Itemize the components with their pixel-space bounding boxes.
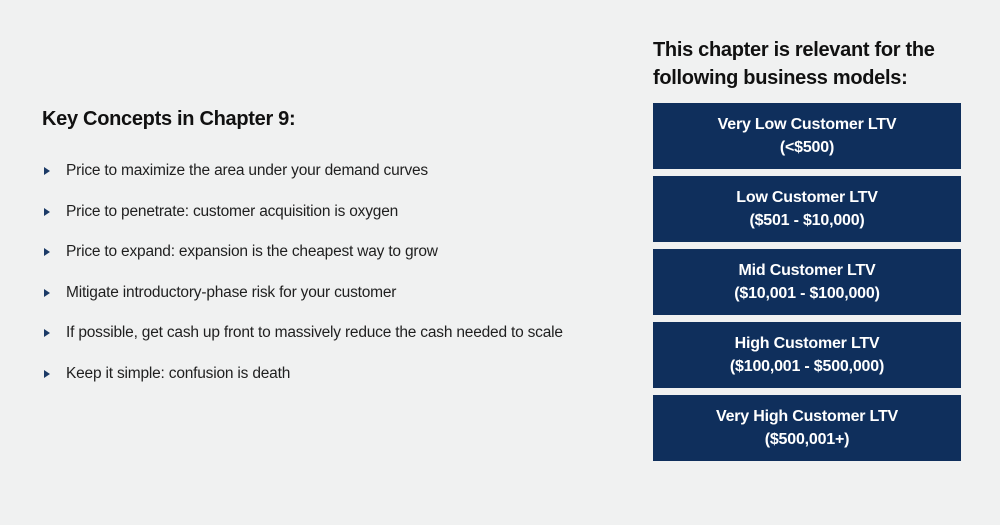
triangle-right-icon: [44, 329, 50, 337]
concept-text: If possible, get cash up front to massively reduce the cash needed to scale: [66, 324, 563, 342]
list-item: [42, 232, 602, 273]
business-model-box-very-high: [653, 395, 961, 461]
concept-text: Price to maximize the area under your demand curves: [66, 162, 428, 180]
business-models-section: [653, 36, 961, 468]
business-model-box-high: [653, 322, 961, 388]
business-model-name: Very Low Customer LTV: [717, 116, 897, 133]
list-item: [42, 273, 602, 314]
business-model-box-very-low: [653, 103, 961, 169]
concept-text: Price to penetrate: customer acquisition is oxygen: [66, 202, 399, 220]
business-model-range: ($100,001 - $500,000): [729, 358, 885, 375]
list-item: [42, 313, 602, 354]
business-models-title: [653, 36, 961, 92]
business-model-range: ($500,001+): [764, 431, 850, 448]
business-model-box-low: [653, 176, 961, 242]
business-models-title-line: following business models:: [653, 67, 908, 89]
list-item: [42, 354, 602, 395]
triangle-right-icon: [44, 370, 50, 378]
key-concepts-list: [42, 151, 602, 394]
business-models-title-line: This chapter is relevant for the: [653, 39, 935, 61]
business-model-box-mid: [653, 249, 961, 315]
business-model-name: Very High Customer LTV: [715, 408, 898, 425]
business-model-range: ($501 - $10,000): [749, 212, 865, 229]
triangle-right-icon: [44, 208, 50, 216]
business-model-name: High Customer LTV: [734, 335, 880, 352]
key-concepts-section: [42, 108, 602, 394]
triangle-right-icon: [44, 248, 50, 256]
key-concepts-title: Key Concepts in Chapter 9:: [42, 108, 296, 130]
concept-text: Mitigate introductory-phase risk for your customer: [66, 283, 397, 301]
list-item: [42, 192, 602, 233]
business-model-name: Low Customer LTV: [736, 189, 878, 206]
triangle-right-icon: [44, 167, 50, 175]
concept-text: Price to expand: expansion is the cheapest way to grow: [66, 243, 438, 261]
business-model-range: ($10,001 - $100,000): [734, 285, 880, 302]
business-model-range: (<$500): [779, 139, 835, 156]
business-model-name: Mid Customer LTV: [738, 262, 876, 279]
list-item: [42, 151, 602, 192]
triangle-right-icon: [44, 289, 50, 297]
concept-text: Keep it simple: confusion is death: [66, 364, 291, 382]
